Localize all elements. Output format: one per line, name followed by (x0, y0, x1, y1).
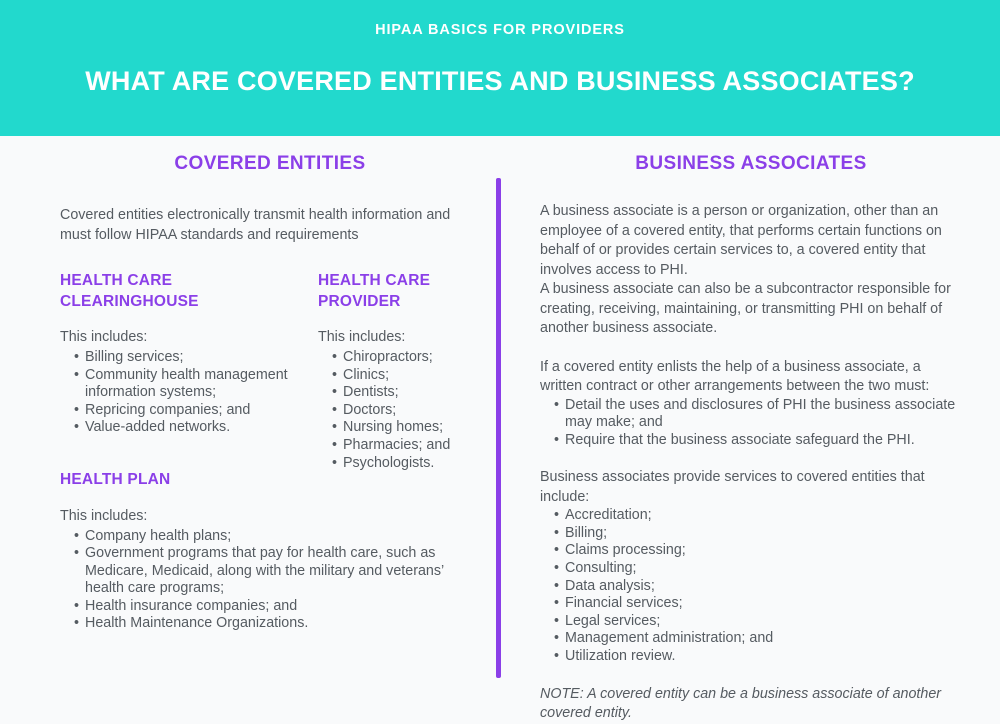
list-item: • Claims processing; (540, 542, 962, 560)
provider-heading-line2: PROVIDER (318, 292, 401, 310)
list-item: • Accreditation; (540, 507, 962, 525)
clearinghouse-includes-label: This includes: (60, 329, 148, 345)
health-plan-includes-label: This includes: (60, 507, 148, 524)
ba-contract-list (540, 397, 962, 450)
health-care-provider-section (318, 271, 498, 472)
covered-entities-intro: Covered entities electronically transmit health information and must follow HIPAA standards and requirements (60, 207, 451, 243)
ba-contract-intro: If a covered entity enlists the help of a business associate, a written contract or other arrangements between the two must: (540, 358, 930, 394)
list-item: • Utilization review. (540, 648, 962, 666)
spacer (540, 666, 962, 685)
list-item: • Data analysis; (540, 578, 962, 596)
list-item: • Legal services; (540, 613, 962, 631)
list-item: • Dentists; (318, 384, 498, 402)
ba-note: NOTE: A covered entity can be a business associate of another covered entity. (540, 685, 942, 722)
spacer (540, 449, 962, 468)
ba-services-intro: Business associates provide services to covered entities that include: (540, 469, 925, 505)
health-plan-list (60, 528, 480, 634)
provider-list (318, 349, 498, 472)
spacer (540, 339, 962, 358)
provider-heading-line1: HEALTH CARE (318, 272, 431, 289)
header-eyebrow: HIPAA BASICS FOR PROVIDERS (375, 22, 625, 38)
list-item: • Government programs that pay for health care, such as Medicare, Medicaid, along with the military and veterans’ health care programs; (60, 545, 480, 598)
list-item: • Management administration; and (540, 630, 962, 648)
clearinghouse-heading-line2: CLEARINGHOUSE (60, 292, 199, 310)
list-item: • Pharmacies; and (318, 437, 498, 455)
list-item: • Community health management information systems; (60, 367, 290, 402)
list-item: • Billing; (540, 525, 962, 543)
list-item: • Financial services; (540, 595, 962, 613)
ba-definition-paragraph-1: A business associate is a person or organization, other than an employee of a covered entity, that performs certain functions on behalf of or provides certain services to, a covered entity that involves access to PHI. (540, 203, 942, 278)
covered-entities-title: COVERED ENTITIES (174, 153, 366, 174)
list-item: • Chiropractors; (318, 349, 498, 367)
health-plan-section (60, 470, 480, 633)
covered-entities-column (60, 152, 480, 633)
clearinghouse-list (60, 349, 290, 437)
ba-definition-paragraph-2: A business associate can also be a subcontractor responsible for creating, receiving, maintaining, or transmitting PHI on behalf of another business associate. (540, 281, 951, 336)
clearinghouse-heading (60, 271, 290, 312)
business-associates-title: BUSINESS ASSOCIATES (635, 153, 867, 174)
business-associates-column (540, 152, 962, 724)
list-item: • Nursing homes; (318, 419, 498, 437)
list-item: • Psychologists. (318, 455, 498, 473)
list-item: • Health insurance companies; and (60, 598, 480, 616)
list-item: • Detail the uses and disclosures of PHI the business associate may make; and (540, 397, 962, 432)
list-item: • Doctors; (318, 402, 498, 420)
list-item: • Billing services; (60, 349, 290, 367)
list-item: • Clinics; (318, 367, 498, 385)
provider-heading (318, 271, 498, 312)
list-item: • Company health plans; (60, 528, 480, 546)
page-title: WHAT ARE COVERED ENTITIES AND BUSINESS ASSOCIATES? (85, 66, 915, 96)
list-item: • Repricing companies; and (60, 402, 290, 420)
health-plan-heading: HEALTH PLAN (60, 471, 171, 488)
list-item: • Consulting; (540, 560, 962, 578)
list-item: • Require that the business associate safeguard the PHI. (540, 432, 962, 450)
provider-includes-label: This includes: (318, 329, 406, 345)
header-banner (0, 0, 1000, 136)
clearinghouse-heading-line1: HEALTH CARE (60, 272, 173, 289)
list-item: • Health Maintenance Organizations. (60, 615, 480, 633)
covered-entities-subsections (60, 271, 480, 471)
spacer (318, 312, 498, 328)
health-care-clearinghouse-section (60, 271, 290, 437)
list-item: • Value-added networks. (60, 419, 290, 437)
spacer (60, 312, 290, 328)
ba-services-list (540, 507, 962, 665)
